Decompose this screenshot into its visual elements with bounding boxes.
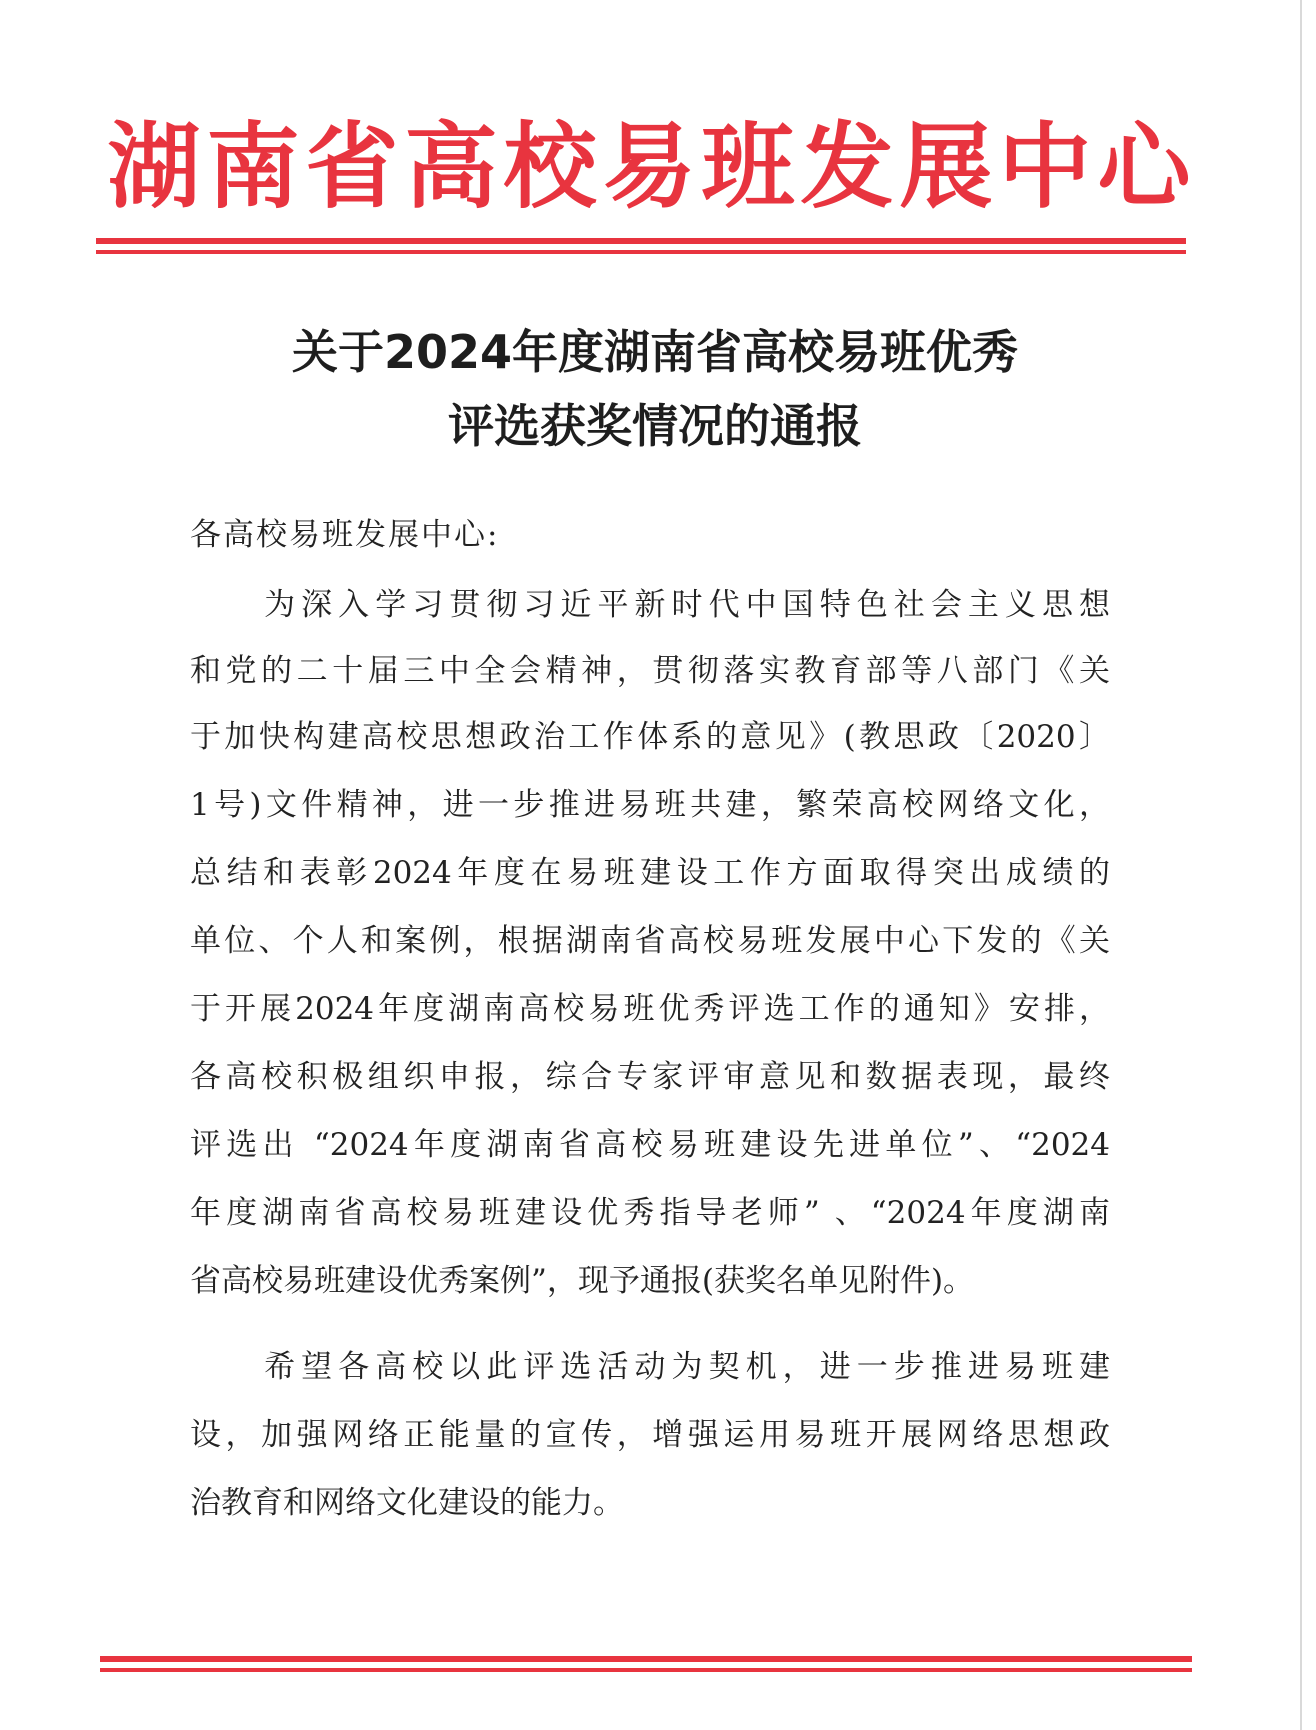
letterhead-rule-thick [96,238,1186,244]
footer-rule-thin [100,1668,1192,1672]
paragraph-1-line: 年度湖南省高校易班建设优秀指导老师” 、“2024年度湖南 [190,1195,1110,1231]
paragraph-1-line: 省高校易班建设优秀案例”，现予通报(获奖名单见附件)。 [190,1263,975,1299]
paragraph-1-line: 和党的二十届三中全会精神，贯彻落实教育部等八部门《关 [190,653,1110,689]
paragraph-1-line: 各高校积极组织申报，综合专家评审意见和数据表现，最终 [190,1059,1110,1095]
letterhead-rule-thin [96,250,1186,254]
paragraph-1-line: 于加快构建高校思想政治工作体系的意见》(教思政〔2020〕 [190,719,1110,755]
paragraph-2-line: 治教育和网络文化建设的能力。 [190,1485,624,1521]
paragraph-2-line: 希望各高校以此评选活动为契机，进一步推进易班建 [190,1349,1110,1385]
paragraph-2-line: 设，加强网络正能量的宣传，增强运用易班开展网络思想政 [190,1417,1110,1453]
paragraph-1-line: 评选出 “2024年度湖南省高校易班建设先进单位”、“2024 [190,1127,1110,1163]
paragraph-1-line: 单位、个人和案例，根据湖南省高校易班发展中心下发的《关 [190,923,1110,959]
paragraph-1-line: 为深入学习贯彻习近平新时代中国特色社会主义思想 [190,587,1110,623]
page-edge [1300,0,1302,1730]
document-title-line-2: 评选获奖情况的通报 [448,399,862,453]
salutation: 各高校易班发展中心: [190,517,500,553]
letterhead-title: 湖南省高校易班发展中心 [107,113,1197,221]
document-title-line-1: 关于2024年度湖南省高校易班优秀 [291,325,1019,379]
footer-rule-thick [100,1656,1192,1662]
paragraph-1-line: 总结和表彰2024年度在易班建设工作方面取得突出成绩的 [190,855,1110,891]
paragraph-1-line: 于开展2024年度湖南高校易班优秀评选工作的通知》安排， [190,991,1110,1027]
paragraph-1-line: 1号)文件精神，进一步推进易班共建，繁荣高校网络文化， [190,787,1110,823]
